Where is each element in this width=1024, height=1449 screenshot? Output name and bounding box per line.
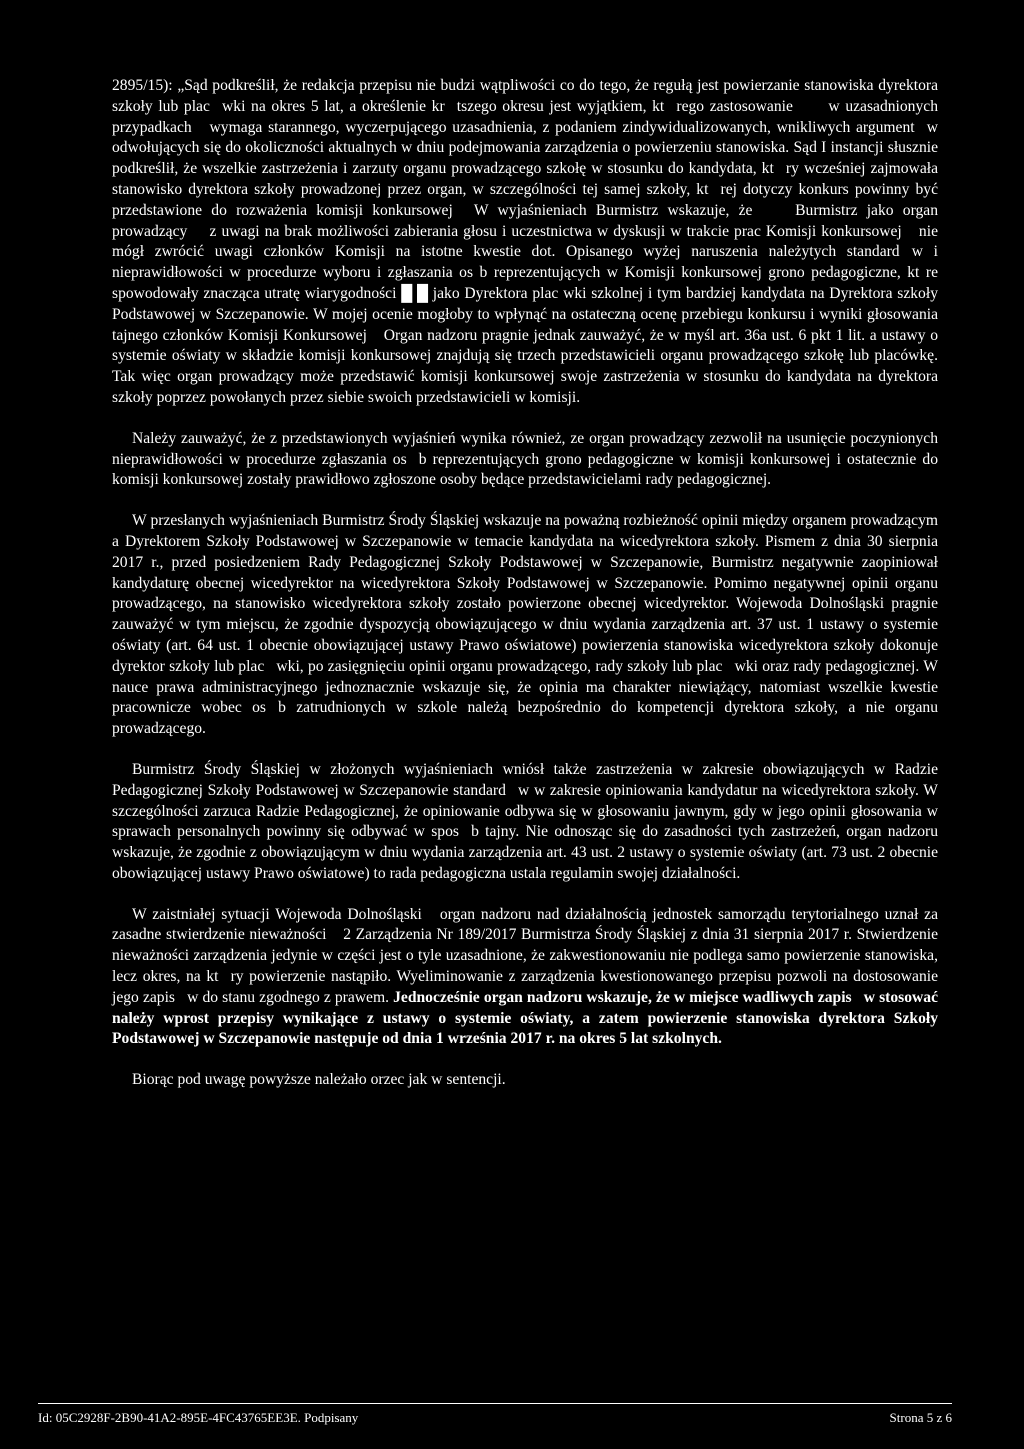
paragraph-1-text: 2895/15): „Sąd podkreślił, że redakcja przepisu nie budzi wątpliwości co do tego, że regułą jest powierzanie stanowiska dyrektora szkoły lub plac wki na okres 5 lat, a określenie kr tszego okresu jest wyjątkiem, kt rego zastosowanie    w uzasadnionych przypadkach  wymaga starannego, wyczerpującego uzasadnienia, z podaniem zindywidualizowanych, wnikliwych argument w odwołujących się do okoliczności aktualnych w dniu podejmowania zarządzenia o powierzeniu stanowiska. Sąd I instancji słusznie podkreślił, że wszelkie zastrzeżenia i zarzuty organu prowadzącego szkołę w stosunku do kandydata, kt ry wcześniej zajmowała stanowisko dyrektora szkoły prowadzonej przez organ, w szczególności tej samej szkoły, kt rej dotyczy konkurs powinny być przedstawione do rozważenia komisji konkursowej  W wyjaśnieniach Burmistrz wskazuje, że    Burmistrz jako organ prowadzący   z uwagi na brak możliwości zabierania głosu i uczestnictwa w dyskusji w trakcie prac Komisji konkursowej  nie mógł zwrócić uwagi członków Komisji na istotne kwestie dot. Opisanego wyżej naruszenia należytych standard w i nieprawidłowości w procedurze wyboru i zgłaszania os b reprezentujących w Komisji konkursowej grono pedagogiczne, kt re spowodowały znacząca utratę wiarygodności █ █ jako Dyrektora plac wki szkolnej i tym bardziej kandydata na Dyrektora szkoły Podstawowej w Szczepanowie. W mojej ocenie mogłoby to wpłynąć na ostateczną ocenę przebiegu konkursu i wyniki głosowania tajnego członków Komisji Konkursowej  Organ nadzoru pragnie jednak zauważyć, że w myśl art. 36a ust. 6 pkt 1 lit. a ustawy o systemie oświaty w składzie komisji konkursowej znajdują się trzech przedstawicieli organu prowadzącego szkołę lub placówkę. Tak więc organ prowadzący może przedstawić komisji konkursowej swoje zastrzeżenia w stosunku do kandydata na dyrektora szkoły poprzez powołanych przez siebie swoich przedstawicieli w komisji.: [112, 77, 938, 406]
footer-divider: [38, 1403, 952, 1404]
footer-page-number: Strona 5 z 6: [889, 1410, 952, 1425]
paragraph-3-text: W przesłanych wyjaśnieniach Burmistrz Środy Śląskiej wskazuje na poważną rozbieżność opinii między organem prowadzącym a Dyrektorem Szkoły Podstawowej w Szczepanowie w temacie kandydata na wicedyrektora szkoły. Pismem z dnia 30 sierpnia 2017 r., przed posiedzeniem Rady Pedagogicznej Szkoły Podstawowej w Szczepanowie, Burmistrz negatywnie zaopiniował kandydaturę obecnej wicedyrektor na wicedyrektora Szkoły Podstawowej w Szczepanowie. Pomimo negatywnej opinii organu prowadzącego, na stanowisko wicedyrektora szkoły zostało powierzone obecnej wicedyrektor. Wojewoda Dolnośląski pragnie zauważyć w tym miejscu, że zgodnie dyspozycją obowiązującego w dniu wydania zarządzenia art. 37 ust. 1 ustawy o systemie oświaty (art. 64 ust. 1 obecnie obowiązującej ustawy Prawo oświatowe) powierzenia stanowiska wicedyrektora szkoły dokonuje dyrektor szkoły lub plac wki, po zasięgnięciu opinii organu prowadzącego, rady szkoły lub plac wki oraz rady pedagogicznej. W nauce prawa administracyjnego jednoznacznie wskazuje się, że opinia ma charakter niewiążący, natomiast wszelkie kwestie pracownicze wobec os b zatrudnionych w szkole należą bezpośrednio do kompetencji dyrektora szkoły, a nie organu prowadzącego.: [112, 512, 938, 738]
paragraph-4-text: Burmistrz Środy Śląskiej w złożonych wyjaśnieniach wniósł także zastrzeżenia w zakresie obowiązujących w Radzie Pedagogicznej Szkoły Podstawowej w Szczepanowie standard w w zakresie opiniowania kandydatur na wicedyrektora szkoły. W szczególności zarzuca Radzie Pedagogicznej, że opiniowanie odbywa się w głosowaniu jawnym, gdy w jego opinii głosowania w sprawach personalnych powinny się odbywać w spos b tajny. Nie odnosząc się do zasadności tych zastrzeżeń, organ nadzoru wskazuje, że zgodnie z obowiązującym w dniu wydania zarządzenia art. 43 ust. 2 ustawy o systemie oświaty (art. 73 ust. 2 obecnie obowiązującej ustawy Prawo oświatowe) to rada pedagogiczna ustala regulamin swojej działalności.: [112, 760, 938, 882]
paragraph-6: [112, 1070, 938, 1091]
paragraph-4: [112, 760, 938, 885]
paragraph-5: [112, 905, 938, 1051]
paragraph-5-text: W zaistniałej sytuacji Wojewoda Dolnośląski  organ nadzoru nad działalnością jednostek samorządu terytorialnego uznał za zasadne stwierdzenie nieważności  2 Zarządzenia Nr 189/2017 Burmistrza Środy Śląskiej z dnia 31 sierpnia 2017 r. Stwierdzenie nieważności zarządzenia jedynie w części jest o tyle uzasadnione, że zakwestionowaniu nie podlega samo powierzenie stanowiska, lecz okres, na kt ry powierzenie nastąpiło. Wyeliminowanie z zarządzenia kwestionowanego przepisu pozwoli na dostosowanie jego zapis w do stanu zgodnego z prawem.: [112, 905, 938, 1006]
document-body: [112, 76, 938, 1111]
footer-document-id: Id: 05C2928F-2B90-41A2-895E-4FC43765EE3E. Podpisany: [38, 1410, 359, 1425]
paragraph-1: [112, 76, 938, 409]
paragraph-5-bold-text: Jednocześnie organ nadzoru wskazuje, że w miejsce wadliwych zapis w stosować należy wprost przepisy wynikające z ustawy o systemie oświaty, a zatem powierzenie stanowiska dyrektora Szkoły Podstawowej w Szczepanowie następuje od dnia 1 września 2017 r. na okres 5 lat szkolnych.: [112, 988, 938, 1048]
paragraph-3: [112, 511, 938, 740]
paragraph-6-text: Biorąc pod uwagę powyższe należało orzec jak w sentencji.: [132, 1071, 506, 1089]
paragraph-2-text: Należy zauważyć, że z przedstawionych wyjaśnień wynika również, ze organ prowadzący zezwolił na usunięcie poczynionych nieprawidłowości w procedurze zgłaszania os b reprezentujących grono pedagogiczne w komisji konkursowej i ostatecznie do komisji konkursowej zostały prawidłowo zgłoszone osoby będące przedstawicielami rady pedagogicznej.: [112, 429, 938, 489]
paragraph-2: [112, 429, 938, 491]
